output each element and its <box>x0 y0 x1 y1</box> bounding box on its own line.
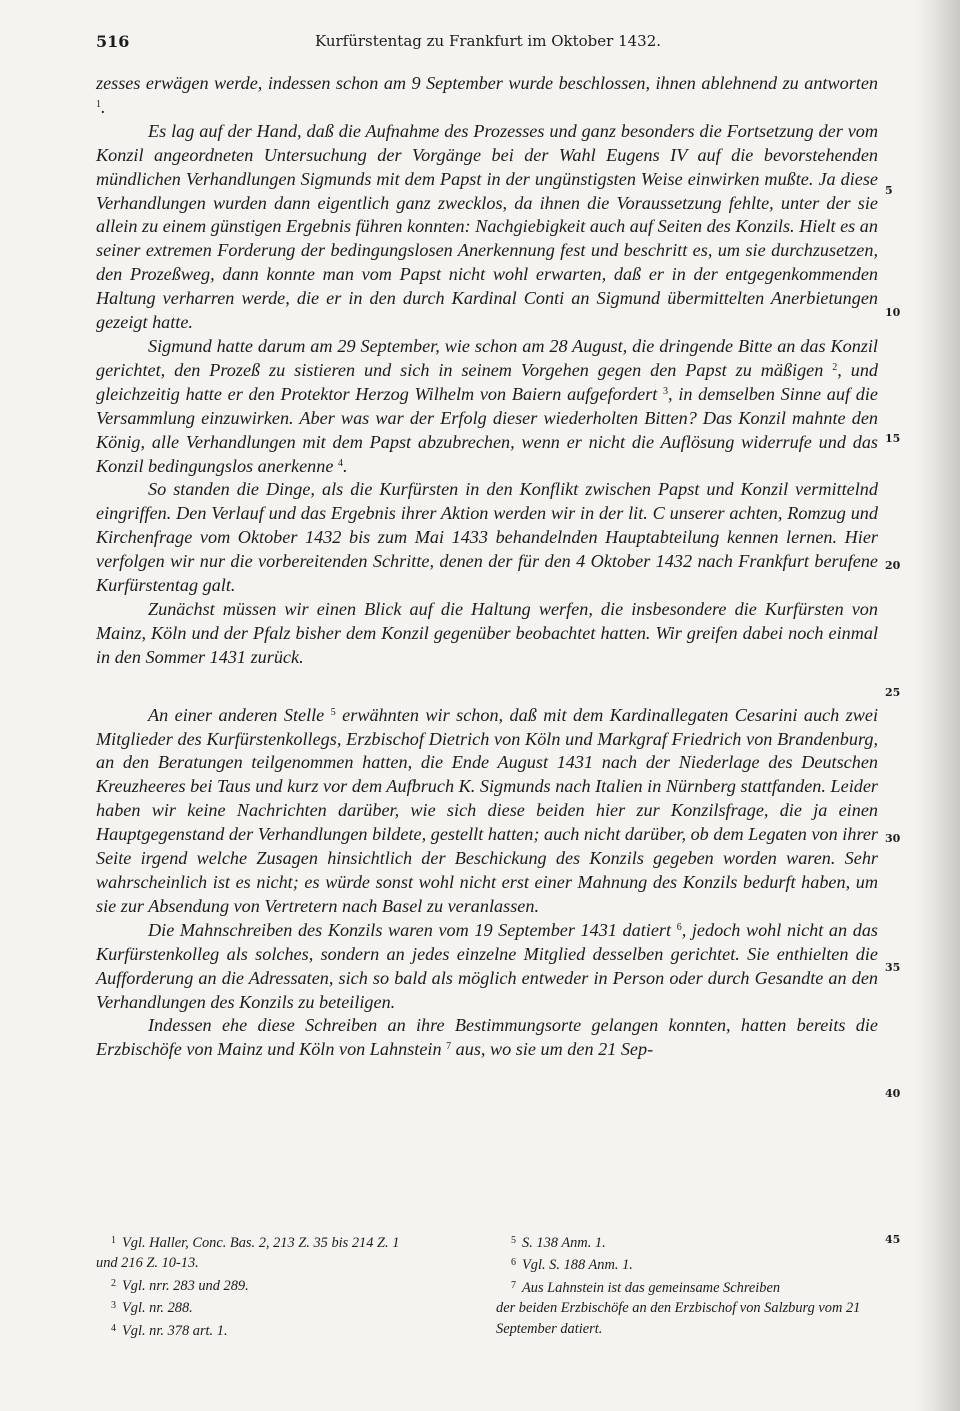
footnotes-left-column <box>96 1231 482 1341</box>
footnote-mark: 7 <box>511 1279 516 1291</box>
footnote-text: Aus Lahnstein ist das gemeinsame Schreiben <box>522 1279 781 1296</box>
text-run: erwähnten wir schon, daß mit dem Kardinallegaten Cesarini auch zwei Mitglieder des Kurfürstenkollegs, Erzbischof Dietrich von Köln und Markgraf Friedrich von Brandenburg, an den Beratungen teilgenommen hatten, die Ende August 1431 nach der Niederlage des Deutschen Kreuzheeres bei Taus und kurz vor dem Aufbruch K. Sigmunds nach Italien in Nürnberg stattfanden. Leider haben wir keine Nachrichten darüber, wie sich diese beiden hier zur Konzilsfrage, die ja einen Hauptgegenstand der Verhandlungen bildete, gestellt hatten; auch nicht darüber, ob dem Legaten von ihrer Seite irgend welche Zusagen hinsichtlich der Beschickung des Konzils gegeben worden waren. Sehr wahrscheinlich ist es nicht; es würde sonst wohl nicht erst einer Mahnung des Konzils bedurft haben, um sie zur Absendung von Vertretern nach Basel zu veranlassen. <box>96 704 878 916</box>
paragraph <box>96 919 878 1015</box>
text-run: Sigmund hatte darum am 29 September, wie schon am 28 August, die dringende Bitte an das Konzil gerichtet, den Prozeß zu sistieren und sich in seinem Vorgehen gegen den Papst zu mäßigen <box>96 335 878 380</box>
margin-line-number: 15 <box>885 432 901 445</box>
text-run: Zunächst müssen wir einen Blick auf die Haltung werfen, die insbesondere die Kurfürsten von Mainz, Köln und der Pfalz bisher dem Konzil gegenüber beobachtet hatten. Wir greifen dabei noch einmal in den Sommer 1431 zurück. <box>96 598 878 667</box>
text-run: . <box>101 96 106 117</box>
footnote <box>96 1296 482 1318</box>
footnotes-right-column <box>496 1231 880 1339</box>
footnote-mark: 6 <box>511 1257 516 1269</box>
footnote-ref: 3 <box>663 385 669 397</box>
paragraph <box>96 1014 878 1062</box>
page-header <box>96 32 880 56</box>
footnote-text: Vgl. nr. 378 art. 1. <box>122 1322 228 1339</box>
text-run: So standen die Dinge, als die Kurfürsten in den Konflikt zwischen Papst und Konzil vermittelnd eingriffen. Den Verlauf und das Ergebnis ihrer Aktion werden wir in der lit. C unserer achten, Romzug und Kirchenfrage vom Oktober 1432 bis zum Mai 1433 behandelnden Hauptabteilung kennen lernen. Hier verfolgen wir nur die vorbereitenden Schritte, denen der für den 4 Oktober 1432 nach Frankfurt berufene Kurfürstentag galt. <box>96 479 878 596</box>
footnote-text: S. 138 Anm. 1. <box>522 1235 606 1251</box>
text-run: aus, wo sie um den 21 Sep- <box>451 1039 654 1060</box>
footnote-mark: 2 <box>111 1277 116 1289</box>
paragraph <box>96 704 878 919</box>
footnote-mark: 4 <box>111 1322 116 1334</box>
text-run: Die Mahnschreiben des Konzils waren vom 19 September 1431 datiert <box>148 919 677 940</box>
footnote-ref: 6 <box>676 921 682 933</box>
footnote <box>96 1231 482 1274</box>
footnote-ref: 1 <box>96 98 101 110</box>
footnote-text: Vgl. nr. 288. <box>122 1300 193 1317</box>
section-gap <box>96 670 878 704</box>
text-run: , und gleichzeitig hatte er den Protektor Herzog Wilhelm von Baiern aufgefordert <box>96 359 879 404</box>
margin-line-number: 35 <box>885 961 901 974</box>
running-head: Kurfürstentag zu Frankfurt im Oktober 1432. <box>314 32 662 50</box>
page-edge-shadow <box>914 0 960 1411</box>
margin-line-number: 30 <box>885 832 901 845</box>
text-run: Es lag auf der Hand, daß die Aufnahme des Prozesses und ganz besonders die Fortsetzung der vom Konzil angeordneten Untersuchung der Vorgänge bei der Wahl Eugens IV auf die bevorstehenden mündlichen Verhandlungen Sigmunds mit dem Papst in der ungünstigsten Weise einwirken mußte. Ja diese Verhandlungen wurden dann eigentlich ganz zwecklos, da ihnen die Voraussetzung fehlte, unter der sie allein zu einem günstigen Ergebnis führen konnten: Nachgiebigkeit auch auf Seiten des Konzils. Hielt es an seiner extremen Forderung der bedingungslosen Anerkennung fest und beschritt es, um sie durchzusetzen, den Prozeßweg, dann konnte man vom Papst nicht wohl erwarten, daß er in der entgegenkommenden Haltung verharren werde, die er in den durch Kardinal Conti an Sigmund übermittelten Anerbietungen gezeigt hatte. <box>96 120 878 333</box>
paragraph <box>96 598 878 670</box>
text-run: , jedoch wohl nicht an das Kurfürstenkolleg als solches, sondern an jedes einzelne Mitglied desselben gerichtet. Sie enthielten die Aufforderung an die Adressaten, sich so bald als möglich entweder in Person oder durch Gesandte an den Verhandlungen des Konzils zu beteiligen. <box>96 919 879 1012</box>
paragraph <box>96 335 878 478</box>
margin-line-number: 25 <box>885 686 901 699</box>
paragraph <box>96 120 878 335</box>
text-run: An einer anderen Stelle <box>148 704 331 725</box>
margin-line-number: 45 <box>885 1233 901 1246</box>
footnote-text-continued: der beiden Erzbischöfe an den Erzbischof von Salzburg vom 21 September datiert. <box>496 1300 861 1337</box>
footnote <box>96 1274 482 1296</box>
text-run: zesses erwägen werde, indessen schon am 9 September wurde beschlossen, ihnen ablehnend zu antworten <box>96 73 878 93</box>
footnote-ref: 5 <box>330 706 336 718</box>
footnote-mark: 5 <box>511 1235 516 1246</box>
text-run: . <box>342 455 348 476</box>
page-number: 516 <box>96 32 130 51</box>
footnote-mark: 3 <box>111 1300 116 1312</box>
footnote <box>496 1253 880 1275</box>
footnote-text-continued: und 216 Z. 10-13. <box>96 1255 199 1272</box>
main-text <box>96 72 878 1062</box>
footnote-text: Vgl. nrr. 283 und 289. <box>122 1277 249 1294</box>
footnote-ref: 7 <box>446 1041 452 1053</box>
footnote <box>496 1276 880 1339</box>
footnote <box>96 1319 482 1341</box>
footnote-ref: 4 <box>337 457 343 469</box>
footnote-text: Vgl. Haller, Conc. Bas. 2, 213 Z. 35 bis 214 Z. 1 <box>122 1235 400 1251</box>
text-run: , in demselben Sinne auf die Versammlung einzuwirken. Aber was war der Erfolg dieser wiederholten Bitten? Das Konzil mahnte den König, alle Verhandlungen mit dem Papst abzubrechen, wenn er nicht die Auflösung widerrufe und das Konzil bedingungslos anerkenne <box>96 383 878 476</box>
paragraph <box>96 478 878 598</box>
footnote-mark: 1 <box>111 1235 116 1246</box>
margin-line-number: 40 <box>885 1087 901 1100</box>
paragraph <box>96 72 878 120</box>
footnote-ref: 2 <box>832 361 838 373</box>
margin-line-number: 20 <box>885 559 901 572</box>
text-run: Indessen ehe diese Schreiben an ihre Bestimmungsorte gelangen konnten, hatten bereits die Erzbischöfe von Mainz und Köln von Lahnstein <box>96 1015 878 1060</box>
margin-line-number: 5 <box>885 184 893 197</box>
footnote <box>496 1231 880 1253</box>
footnote-text: Vgl. S. 188 Anm. 1. <box>522 1257 633 1274</box>
margin-line-number: 10 <box>885 306 901 319</box>
